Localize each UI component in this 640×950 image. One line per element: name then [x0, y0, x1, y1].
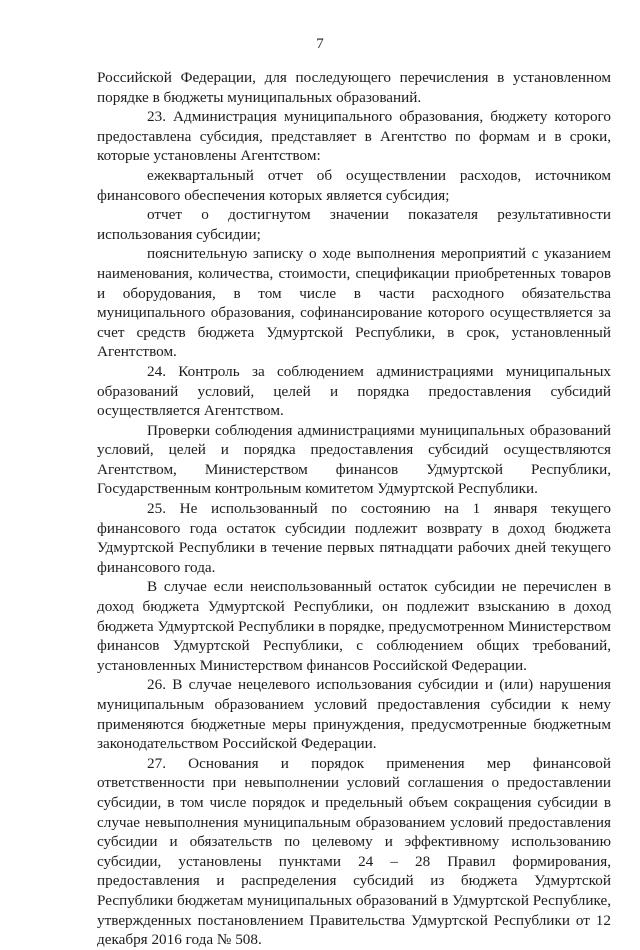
page-number: 7 — [316, 36, 324, 52]
paragraph-item-23: 23. Администрация муниципального образования, бюджету которого предоставлена субсидия, представляет в Агентство по формам и в сроки, которые установлены Агентством: — [97, 108, 611, 165]
paragraph-recovery: В случае если неиспользованный остаток субсидии не перечислен в доход бюджета Удмуртской Республики, он подлежит взысканию в доход бюджета Удмуртской Республики в порядке, предусмотренном Министерством финансов Удмуртской Республики, с соблюдением общих требований, установленных Министерством финансов Российской Федерации. — [97, 578, 611, 674]
paragraph-indicator-report: отчет о достигнутом значении показателя результативности использования субсидии; — [97, 206, 611, 243]
paragraph-continuation: Российской Федерации, для последующего перечисления в установленном порядке в бюджеты муниципальных образований. — [97, 69, 611, 106]
paragraph-item-26: 26. В случае нецелевого использования субсидии и (или) нарушения муниципальным образованием условий предоставления субсидии к нему применяются бюджетные меры принуждения, предусмотренные бюджетным законодательством Российской Федерации. — [97, 676, 611, 753]
paragraph-quarterly-report: ежеквартальный отчет об осуществлении расходов, источником финансового обеспечения которых является субсидия; — [97, 166, 611, 204]
paragraph-item-27: 27. Основания и порядок применения мер финансовой ответственности при невыполнении условий соглашения о предоставлении субсидии, в том числе порядок и предельный объем сокращения субсидии в случае невыполнения муниципальным образованием условий предоставления субсидии и обязательств по целевому и эффективному использованию субсидии, установлены пунктами 24 – 28 Правил формирования, предоставления и распределения субсидий из бюджета Удмуртской Республики бюджетам муниципальных образований в Удмуртской Республике, утвержденных постановлением Правительства Удмуртской Республики от 12 декабря 2016 года № 508. — [97, 754, 611, 949]
paragraph-inspections: Проверки соблюдения администрациями муниципальных образований условий, целей и порядка предоставления субсидий осуществляются Агентством, Министерством финансов Удмуртской Республики, Государственным контрольным комитетом Удмуртской Республики. — [97, 421, 611, 498]
paragraph-item-24: 24. Контроль за соблюдением администрациями муниципальных образований условий, целей и порядка предоставления субсидий осуществляется Агентством. — [97, 362, 611, 420]
paragraph-item-25: 25. Не использованный по состоянию на 1 января текущего финансового года остаток субсидии подлежит возврату в доход бюджета Удмуртской Республики в течение первых пятнадцати рабочих дней текущего финансового года. — [97, 500, 611, 576]
document-body — [97, 68, 611, 950]
paragraph-explanatory-note: пояснительную записку о ходе выполнения мероприятий с указанием наименования, количества, стоимости, спецификации приобретенных товаров и оборудования, в том числе в части расходного обязательства муниципального образования, софинансирование которого осуществляется за счет средств бюджета Удмуртской Республики, в срок, установленный Агентством. — [97, 245, 611, 361]
